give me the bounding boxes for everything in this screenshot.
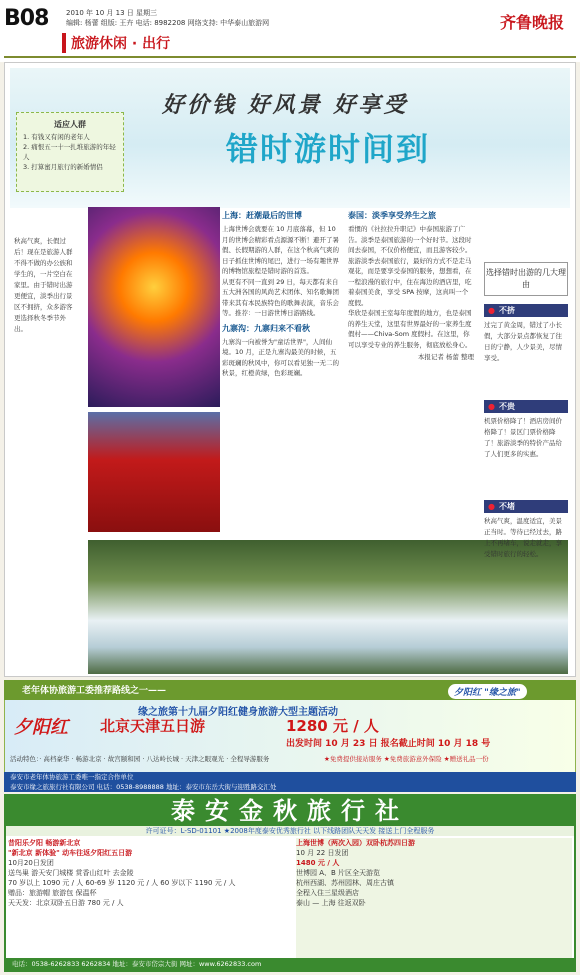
feature-slogan: 好价钱 好风景 好享受: [162, 92, 409, 118]
reasons-title: 选择错时出游的几大理由: [484, 262, 568, 296]
ad2-license: 许可证号：L-SD-01101 ★2008年度泰安优秀旅行社 以下线路团队天天发 接送上门全程服务: [6, 826, 574, 836]
section-title: 旅游休闲 · 出行: [62, 33, 170, 53]
reason-item: [484, 500, 568, 560]
ad1-agency: 泰安市老年体协旅游工委唯一指定合作单位: [10, 773, 134, 781]
side-commentary: 秋高气爽，长假过后！现在是旅游人群不得不做的办公族和学生的，一片空白在家里。由于错时出游更便宜，淡季出行景区不拥挤，众多游客更选择秋冬季节外出。: [14, 237, 73, 333]
offer-subtitle: "新北京 新体验" 动车往返夕阳红五日游: [8, 849, 133, 857]
header-rule: [4, 56, 576, 58]
pavilion-photo: [88, 412, 220, 532]
article-column-a: [222, 206, 342, 379]
ad1-price: 1280 元 / 人: [286, 717, 379, 735]
ad1-header: 老年体协旅游工委推荐路线之一——: [22, 686, 167, 696]
editor-line: 编辑: 杨蕾 组版: 王卉 电话: 8982208 网络支持: 中华泰山旅游网: [66, 19, 270, 27]
offer-line: 世博园 A、B 片区全天游览: [296, 869, 381, 877]
article-paragraph: 九寨沟一向被誉为"童话世界"，人间仙境。10 月，正是九寨沟最美的时候，五彩斑斓的秋风中，你可以看见独一无二的秋景，红橙黄绿，色彩斑斓。: [222, 337, 339, 377]
audience-heading: 适应人群: [54, 120, 86, 129]
bullet-icon: ●: [488, 502, 495, 511]
article-paragraph: 上海世博会就要在 10 月底落幕，但 10 月的世博会精彩看点源源不断！避开了暑假、长假期游的人群，在这个秋高气爽的日子抓住世博的尾巴，进行一场有趣世界的博物馆旅程是错时游的首选。: [222, 225, 339, 275]
offer-title: 昔阳乐夕阳 畅游新北京: [8, 839, 81, 847]
byline: 本报记者 杨蕾 整理: [417, 353, 474, 361]
offer-title: 上海世博（两次入园）双卧杭苏四日游: [296, 839, 415, 847]
offer-line: 天天发：北京双卧五日游 780 元 / 人: [8, 899, 124, 907]
article-heading: 泰国：淡季享受养生之旅: [348, 211, 436, 220]
ad1-contact: 泰安市缘之旅旅行社有限公司 电话：0538-8988888 地址：泰安市东岳大街与迎胜路交汇处: [10, 783, 277, 791]
issue-meta: [66, 8, 269, 28]
ad2-right-offer: [296, 838, 572, 958]
ad1-logo: 夕阳红: [14, 717, 68, 738]
page-number: B08: [4, 6, 49, 31]
reason-text: 过完了黄金周，错过了小长假，大部分景点都恢复了往日的宁静，人少景美，尽情享受。: [484, 321, 562, 362]
waterfall-photo: [88, 540, 568, 674]
article-paragraph: 从更有不同一直到 29 日，每天都有来自五大洲各国的风尚艺术团体、知名歌舞团带来其有本民族特色的歌舞表演，音乐会等。推荐：一日游世博日游路线。: [222, 277, 339, 317]
offer-line: 全程入住三星级酒店: [296, 889, 359, 897]
reason-label: 不堵: [498, 502, 515, 511]
lights-photo: [88, 207, 220, 407]
reason-label: 不贵: [498, 402, 515, 411]
audience-box: [16, 112, 124, 192]
issue-date: 2010 年 10 月 13 日 星期三: [66, 9, 157, 17]
offer-date: 10 月 22 日发团: [296, 849, 349, 857]
offer-date: 10月20日发团: [8, 859, 54, 867]
reason-label: 不挤: [498, 306, 515, 315]
offer-line: 赠品：旅游帽 旅游包 保温杯: [8, 889, 97, 897]
article-paragraph: 旅游淡季去泰国旅行，最好的方式不是走马观花，而是要享受泰国的服务，想想看，在一程浪漫的旅行中，住在海边的酒店里，吃着泰国美食，享受 SPA 按摩，这真叫一个度假。: [348, 256, 472, 307]
article-heading: 上海：赶潮最后的世博: [222, 211, 302, 220]
ad1-tag: 夕阳红 "缘之旅": [448, 684, 527, 699]
offer-line: 杭州西湖、苏州园林、周庄古镇: [296, 879, 394, 887]
ad2-left-offer: [8, 838, 288, 958]
article-paragraph: 看惯的《社拉拉升职记》中泰国旅游了广告。淡季是泰国旅游的一个好时节。这段时间去泰国，不仅价格便宜，而且游客较少。: [348, 225, 472, 254]
ad2-footer: 电话：0538-6262833 6262834 地址：泰安市岱宗大街 网址：www.6262833.com: [6, 958, 574, 970]
offer-line: 泰山 — 上海 往返双卧: [296, 899, 366, 907]
offer-line: 送鸟巢 游天安门城楼 赏香山红叶 去金陵: [8, 869, 134, 877]
paper-name: 齐鲁晚报: [500, 13, 565, 32]
ad1-footer: [4, 772, 576, 792]
reason-text: 秋高气爽，温度适宜，美景正当时。等待已经过去，路上不再堵车，说走就走，享受错时旅行的轻松。: [484, 517, 562, 558]
reason-item: [484, 304, 568, 364]
bullet-icon: ●: [488, 402, 495, 411]
feature-title: 错时游时间到: [226, 130, 431, 168]
offer-line: 70 岁以上 1090 元 / 人 60-69 岁 1120 元 / 人 60 岁以下 1190 元 / 人: [8, 879, 236, 887]
audience-item: 2. 痛恨五一十一扎堆旅游的年轻人: [23, 143, 116, 161]
ad1-destination: 北京天津五日游: [100, 717, 206, 735]
audience-item: 3. 打算蜜月旅行的新婚情侣: [23, 163, 103, 171]
ad1-dates: 出发时间 10 月 23 日 报名截止时间 10 月 18 号: [286, 739, 491, 749]
article-heading: 九寨沟：九寨归来不看秋: [222, 323, 310, 333]
ad1-details: 活动特色：· 高档豪华 · 畅游北京 · 故宫颐和园 · 八达岭长城 · 天津之眼观光 · 全程导游服务: [10, 755, 270, 763]
reason-item: [484, 400, 568, 460]
ad1-event: 缘之旅第十九届夕阳红健身旅游大型主题活动: [138, 707, 338, 718]
article-column-b: [348, 206, 474, 361]
ad1-promo: ★免费提供接站服务 ★免费旅游意外保险 ★赠送礼品一份: [324, 755, 489, 763]
ad2-agency-name: 泰安金秋旅行社: [6, 796, 574, 826]
offer-price: 1480 元 / 人: [296, 859, 340, 867]
article-paragraph: 华欣是泰国王室每年度假的地方，也是泰国的养生天堂，这里有世界最好的一家养生度假村——Chiva-Som 度假村。在这里，你可以享受专业的养生服务，彻底放松身心。: [348, 309, 472, 349]
audience-item: 1. 有钱又有闲的老年人: [23, 133, 90, 141]
bullet-icon: ●: [488, 306, 495, 315]
reason-text: 机票价格降了！酒店房间价格降了！景区门票价格降了！旅游淡季的特价产品给了人们更多的实惠。: [484, 417, 562, 458]
